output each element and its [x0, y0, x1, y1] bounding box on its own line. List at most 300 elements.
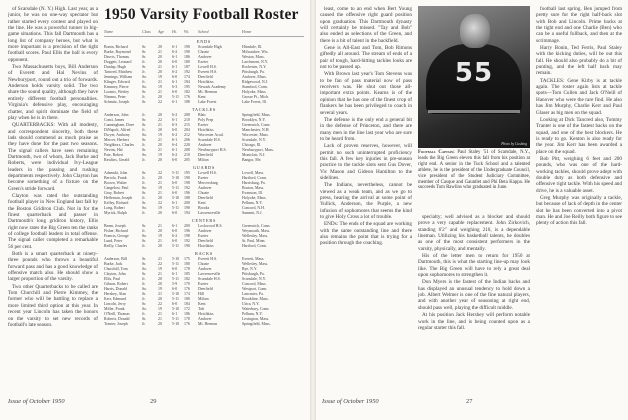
roster-cell: Hotchkiss: [198, 312, 214, 316]
captain-photo: [418, 6, 530, 148]
roster-cell: Sr.: [142, 138, 147, 142]
roster-cell: Sr.: [142, 239, 147, 243]
roster-cell: Hinsdale, Ill.: [242, 45, 263, 49]
jersey-number: 55: [454, 58, 494, 88]
roster-cell: Nevins, Hal: [104, 148, 123, 152]
roster-cell: 6-0: [172, 60, 178, 64]
roster-cell: 6-3: [172, 85, 178, 89]
roster-cell: 22: [158, 118, 162, 122]
roster-cell: Sr.: [142, 65, 147, 69]
roster-cell: 194: [184, 211, 190, 215]
roster-cell: So.: [142, 133, 148, 137]
roster-cell: Exeter: [198, 176, 209, 180]
roster-cell: 6-0: [172, 287, 178, 291]
roster-cell: Scarsdale High: [198, 45, 222, 49]
roster-cell: 5-11: [172, 186, 179, 190]
roster-cell: Jr.: [142, 60, 146, 64]
roster-cell: 21: [158, 257, 162, 261]
roster-cell: So.: [142, 287, 148, 291]
roster-cell: 5-11: [172, 206, 179, 210]
roster-cell: 208: [184, 113, 190, 117]
left-folio: 29: [150, 398, 157, 405]
roster-cell: 180: [184, 60, 190, 64]
roster-cell: Miller, Frank: [104, 307, 125, 311]
roster-cell: Jr.: [142, 158, 146, 162]
roster-cell: Rochester, N.Y.: [242, 65, 267, 69]
roster-cell: 6-2: [172, 113, 178, 117]
article-paragraph: At his position Jack Hershey will perform notable work in the line, and is being counted upon as a regular starter this fall.: [418, 312, 530, 331]
roster-cell: Sr.: [142, 55, 147, 59]
roster-cell: 188: [184, 100, 190, 104]
roster-cell: 5-10: [172, 176, 180, 180]
roster-cell: Wellesley, Mass.: [242, 262, 269, 266]
roster-cell: 6-1: [172, 118, 178, 122]
roster-cell: Dwyer, Anthony: [104, 133, 130, 137]
roster-cell: Reilly, Charles: [104, 244, 128, 248]
roster-cell: 20: [158, 60, 162, 64]
roster-cell: 176: [184, 95, 190, 99]
roster-cell: Mercer, Herbert: [104, 138, 129, 142]
roster-cell: 196: [184, 229, 190, 233]
roster-cell: Cunningham, Dave: [104, 123, 135, 127]
roster-cell: 5-11: [172, 262, 179, 266]
roster-cell: 20: [158, 211, 162, 215]
roster-cell: Jr.: [142, 113, 146, 117]
roster-cell: 20: [158, 128, 162, 132]
roster-cell: Sr.: [142, 100, 147, 104]
roster-cell: Ellis, Paul: [104, 277, 120, 281]
article-paragraph: Bob Pitt, weighing 6 feet and 200 pounds, who was one of the hard-working tackles, should prove adept with double duty as both defensive and offensive right tackle. With his speed and drive, he is a valuable asset.: [536, 155, 622, 194]
roster-cell: 190: [184, 176, 190, 180]
roster-cell: 6-0: [172, 90, 178, 94]
roster-cell: Harrisburg, Pa.: [242, 181, 266, 185]
roster-cell: 198: [184, 234, 190, 238]
roster-cell: 21: [158, 292, 162, 296]
roster-cell: 19: [158, 133, 162, 137]
roster-cell: 190: [184, 50, 190, 54]
roster-cell: Jr.: [142, 80, 146, 84]
roster-cell: Sr.: [142, 272, 147, 276]
roster-cell: 6-0: [172, 211, 178, 215]
roster-cell: Holyoke, Mass.: [242, 90, 267, 94]
roster-cell: Choate: [198, 262, 210, 266]
roster-cell: Manchester, N.H.: [242, 128, 270, 132]
roster-row: [104, 244, 304, 249]
roster-section-label: TACKLES: [191, 107, 217, 112]
roster-cell: Cangelosi, Paul: [104, 186, 129, 190]
roster-cell: Lowell, Mass.: [242, 171, 265, 175]
roster-column-header: School: [198, 30, 209, 34]
roster-cell: Deerfield: [198, 196, 213, 200]
article-paragraph: With Brown last year's Tom Stevens was to be fan of pass material now of pass receivers was. He shut out those all-important extra points. Kearns is of the opinion that he has one of the finest crop of flankers he has been privileged to coach in several years.: [320, 71, 412, 116]
roster-cell: 176: [184, 287, 190, 291]
roster-cell: 6-1: [172, 272, 178, 276]
roster-cell: Lincoln, Jerry: [104, 302, 126, 306]
roster-cell: Holyoke, Mass.: [242, 196, 267, 200]
roster-cell: Rawlins, Gerald: [104, 158, 130, 162]
roster-cell: Anderson, John: [104, 113, 129, 117]
roster-cell: 176: [184, 322, 190, 326]
roster-cell: 195: [184, 85, 190, 89]
roster-cell: Milton: [198, 158, 209, 162]
article-paragraph: TACKLES: Gene Kirby is at tackle again. The roster again lists at tackle spots—Tom Cullen and Jack O'Neill of Hanover who were the rare find. He also has Jim Murphy, Charlie Kerr and Paul Glaser as big men on the squad.: [536, 77, 622, 116]
roster-cell: 5-10: [172, 196, 180, 200]
roster-cell: Worcester, Mass.: [242, 133, 269, 137]
roster-section-label: BACKS: [195, 251, 213, 256]
roster-cell: Pelham, N.Y.: [242, 201, 263, 205]
roster-cell: Sr.: [142, 45, 147, 49]
roster-cell: 5-10: [172, 257, 180, 261]
roster-cell: 20: [158, 55, 162, 59]
roster-cell: Jr.: [142, 95, 146, 99]
roster-cell: 200: [184, 201, 190, 205]
roster-cell: Dunlap, Hugh: [104, 65, 127, 69]
player-head: [460, 14, 490, 48]
roster-cell: Lowell H.S.: [198, 171, 217, 175]
roster-cell: Kent: [198, 95, 206, 99]
roster-cell: 198: [184, 181, 190, 185]
roster-cell: Francis, George: [104, 234, 129, 238]
roster-header-row: [104, 30, 304, 37]
roster-cell: Taft: [198, 307, 205, 311]
roster-cell: Sr.: [142, 302, 147, 306]
roster-cell: Westport, Conn.: [242, 287, 268, 291]
roster-cell: 19: [158, 287, 162, 291]
roster-column-header: Wt.: [184, 30, 190, 34]
roster-cell: Bertolo, Frank: [104, 176, 127, 180]
roster-cell: Kimmey, Pierre: [104, 85, 129, 89]
article-paragraph: specialty; well advised as a blocker and should prove a very capable replacement. John Zirkovich, standing 6'2" and weighing 210, is a dependable lineman. Utilizing his basketball talents, he doubles as one of the most consistent performers in the varsity, physically, and mentally.: [418, 214, 530, 252]
roster-cell: 20: [158, 143, 162, 147]
roster-cell: Hershey, Alan: [104, 292, 127, 296]
roster-cell: 5-11: [172, 171, 179, 175]
roster-cell: Summit, N.J.: [242, 211, 263, 215]
roster-table: [104, 30, 304, 390]
article-paragraph: least, come to an end when Bert Young caused the offensive right guard position upon graduation. This Dartmouth dynasty will certainly be missed. "Tay and Bob" also ended as selections of the Green, and there is a bit of talent in the backfield.: [320, 6, 412, 44]
roster-cell: 192: [184, 239, 190, 243]
roster-cell: 174: [184, 75, 190, 79]
roster-cell: Chicago, Ill.: [242, 143, 262, 147]
roster-cell: Deerfield: [198, 239, 213, 243]
roster-cell: 21: [158, 312, 162, 316]
roster-cell: 21: [158, 138, 162, 142]
roster-cell: Ridgewood, N.J.: [242, 80, 269, 84]
roster-cell: Andover: [198, 317, 212, 321]
roster-cell: Jr.: [142, 322, 146, 326]
roster-cell: Kent: [198, 201, 206, 205]
roster-cell: Hartford, Conn.: [242, 176, 267, 180]
roster-cell: Lake Forest: [198, 100, 217, 104]
roster-cell: Sr.: [142, 171, 147, 175]
roster-cell: 19: [158, 75, 162, 79]
roster-cell: Everett, Mass.: [242, 257, 265, 261]
roster-cell: Fisher, Richard: [104, 229, 128, 233]
roster-cell: 178: [184, 317, 190, 321]
roster-cell: Choate: [198, 50, 210, 54]
roster-cell: 21: [158, 50, 162, 54]
roster-cell: Montclair, N.J.: [242, 153, 266, 157]
roster-cell: Scarsdale, N.Y.: [242, 138, 266, 142]
roster-cell: 20: [158, 45, 162, 49]
roster-cell: 19: [158, 234, 162, 238]
roster-cell: 6-2: [172, 70, 178, 74]
caption-heading: Football Captain:: [418, 150, 455, 155]
article-paragraph: Looking at Dick Tancred also, Tommy Tranter is one of the fastest backs on the squad, and one of the best blockers. He is ready to go. Kenton is also ready for the year. Jim Kerr has been awarded a place on the squad.: [536, 116, 622, 155]
roster-cell: Concord, N.H.: [242, 206, 265, 210]
roster-cell: Milton: [198, 297, 209, 301]
roster-cell: Burke, Jack: [104, 262, 123, 266]
roster-cell: 210: [184, 118, 190, 122]
roster-cell: 215: [184, 123, 190, 127]
roster-column-header: Age: [158, 30, 165, 34]
roster-row: [104, 158, 304, 163]
roster-cell: Lake Forest, Ill.: [242, 100, 267, 104]
roster-cell: 200: [184, 224, 190, 228]
roster-cell: Boston, Mass.: [242, 186, 265, 190]
roster-cell: Andover: [198, 186, 212, 190]
roster-cell: 190: [184, 45, 190, 49]
article-paragraph: Gene is All-East and Tom, Bob Rimons giftedly all around. The stream of ends of a pair of tough, hard-hitting tackles looks are not to be passed up.: [320, 45, 412, 71]
roster-cell: Mercersburg: [198, 181, 218, 185]
roster-section-label: ENDS: [196, 39, 212, 44]
roster-cell: Weston, Mass.: [242, 55, 265, 59]
roster-cell: 6-4: [172, 143, 178, 147]
left-footer: Issue of October 1950: [8, 398, 65, 405]
roster-cell: 5-11: [172, 277, 179, 281]
roster-cell: 21: [158, 80, 162, 84]
jersey-stripe: [428, 110, 520, 113]
roster-cell: So.: [142, 153, 148, 157]
roster-title: 1950 Varsity Football Roster: [104, 6, 299, 23]
article-paragraph: Lack of proven reserves, however, will permit no such uninterrupted proficiency this fall. A few key injuries in pre-season practice to the tackle slots sent Gus Dover, Vic Mason and Gideon Hamilton to the sidelines.: [320, 143, 412, 181]
roster-cell: So.: [142, 206, 148, 210]
roster-cell: 20: [158, 322, 162, 326]
roster-cell: Andover, Mass.: [242, 75, 267, 79]
roster-cell: Newburyport, Mass.: [242, 148, 274, 152]
roster-cell: Milwaukee, Wis.: [242, 50, 269, 54]
right-footer: Issue of October 1950: [322, 398, 379, 405]
roster-cell: 20: [158, 176, 162, 180]
roster-cell: Heffernan, Joseph: [104, 196, 133, 200]
roster-cell: 6-0: [172, 158, 178, 162]
roster-cell: 172: [184, 307, 190, 311]
roster-cell: Harris, Donald: [104, 287, 128, 291]
roster-cell: Jr.: [142, 70, 146, 74]
roster-cell: 6-0: [172, 229, 178, 233]
roster-cell: Tancred, Matthew: [104, 70, 133, 74]
roster-cell: Jr.: [142, 244, 146, 248]
roster-cell: 5-11: [172, 95, 179, 99]
roster-cell: 190: [184, 206, 190, 210]
roster-cell: Gray, Robert: [104, 191, 125, 195]
photo-caption: [418, 150, 530, 191]
roster-cell: Exeter: [198, 234, 209, 238]
roster-cell: 19: [158, 186, 162, 190]
roster-cell: 206: [184, 138, 190, 142]
roster-cell: Brooks: [198, 206, 210, 210]
roster-cell: Jr.: [142, 181, 146, 185]
roster-cell: DiNapoli, Alfred: [104, 128, 131, 132]
roster-cell: Pelham, N.Y.: [242, 312, 263, 316]
roster-cell: Kent: [198, 302, 206, 306]
roster-cell: 6-1: [172, 138, 178, 142]
roster-cell: 208: [184, 148, 190, 152]
roster-cell: Andover: [198, 229, 212, 233]
roster-cell: Andover: [198, 143, 212, 147]
roster-cell: 6-1: [172, 148, 178, 152]
roster-cell: 210: [184, 153, 190, 157]
roster-cell: 20: [158, 113, 162, 117]
roster-cell: Sr.: [142, 50, 147, 54]
roster-cell: 19: [158, 307, 162, 311]
roster-cell: Hotchkiss: [198, 128, 214, 132]
caption-text: Paul Staley '51 of Scarsdale, N.Y., leads the Big Green eleven this fall from his position at right end. A senior in the Tuck School and a talented athlete, he is the president of the Undergraduate Council, vice president of the Student Judiciary Committee, member of Casque and Gauntlet and Phi Beta Kappa. He succeeds Tom Rawlins who graduated in June.: [418, 150, 530, 191]
roster-cell: Schmitz, Joseph: [104, 100, 130, 104]
roster-cell: Sr.: [142, 292, 147, 296]
roster-section-label: CENTERS: [191, 218, 217, 223]
roster-cell: 22: [158, 100, 162, 104]
roster-cell: 21: [158, 90, 162, 94]
roster-cell: 20: [158, 95, 162, 99]
roster-cell: 6-1: [172, 224, 178, 228]
roster-cell: 178: [184, 267, 190, 271]
roster-cell: Sr.: [142, 118, 147, 122]
roster-cell: Sr.: [142, 191, 147, 195]
roster-cell: Everett H.S.: [198, 257, 218, 261]
article-paragraph: Harry Bonin, Ted Ferris, Paul Staley with the kicking duties, will be out this fall. He should also probably do a bit of punting, and the left half back may remain.: [536, 45, 622, 77]
roster-cell: 21: [158, 191, 162, 195]
roster-cell: 185: [184, 272, 190, 276]
roster-cell: Doggett, Leonard: [104, 60, 132, 64]
article-paragraph: His of the letter men to return for 1950 at Dartmouth, this is what the starting line-up may look like. The Big Green will have to rely a great deal upon sophomores to strengthen it.: [418, 253, 530, 279]
roster-cell: Worcester Acad.: [198, 133, 224, 137]
roster-cell: Scarsdale H.S.: [198, 277, 221, 281]
roster-cell: Lockwood H.S.: [198, 224, 223, 228]
roster-cell: Jr.: [142, 312, 146, 316]
roster-cell: 6-2: [172, 234, 178, 238]
article-paragraph: football last spring. Ben jumped from pretty sure for the right half-back slot with Bob and Lincoln. Prime backs at the tight end and one Charlie (Ben) who can be a useful fullback, and then at the scrimmage.: [536, 6, 622, 44]
roster-cell: Brown, Walter: [104, 181, 127, 185]
roster-cell: Nimmo, Peter: [104, 95, 126, 99]
roster-cell: 6-0: [172, 181, 178, 185]
roster-cell: St. Paul, Minn.: [242, 239, 266, 243]
roster-cell: 5-11: [172, 297, 179, 301]
roster-cell: Newburyport H.S.: [198, 148, 227, 152]
roster-cell: 180: [184, 297, 190, 301]
roster-cell: 6-0: [172, 239, 178, 243]
roster-cell: Clayton, John: [104, 272, 126, 276]
roster-cell: 6-1: [172, 80, 178, 84]
roster-cell: So.: [142, 85, 148, 89]
roster-cell: 5-9: [172, 282, 178, 286]
roster-cell: Exeter: [198, 60, 209, 64]
roster-cell: Sr.: [142, 224, 147, 228]
roster-cell: Brooklyn, N.Y.: [242, 118, 266, 122]
roster-cell: Sr.: [142, 317, 147, 321]
roster-cell: 220: [184, 143, 190, 147]
article-paragraph: Clayton was rated the outstanding football player in New England last fall by the Boston Gridiron Club. Not in for the finest quarterback and passer in Dartmouth's long gridiron history, Ellis right now rates the Big Green ten the ranks of college football leaders in total offense. The signal caller completed a remarkable 56 per cent.: [8, 192, 98, 250]
roster-cell: Roberts, Donald: [104, 317, 130, 321]
roster-row: [104, 211, 304, 216]
roster-cell: 5-10: [172, 322, 180, 326]
roster-cell: Newark Academy: [198, 85, 226, 89]
roster-cell: Lawrenceville: [198, 211, 221, 215]
roster-cell: Andover: [198, 267, 212, 271]
roster-cell: Springfield, Mass.: [242, 113, 271, 117]
roster-cell: 21: [158, 123, 162, 127]
roster-cell: 19: [158, 267, 162, 271]
roster-cell: 21: [158, 239, 162, 243]
roster-cell: 20: [158, 196, 162, 200]
roster-cell: Rye, N.Y.: [242, 267, 258, 271]
roster-cell: 21: [158, 181, 162, 185]
roster-cell: Hotchkiss: [198, 80, 214, 84]
roster-cell: 6-1: [172, 201, 178, 205]
roster-cell: Mt. Hermon: [198, 322, 218, 326]
roster-cell: Sr.: [142, 262, 147, 266]
roster-cell: Poly Prep: [198, 118, 214, 122]
roster-cell: Sr.: [142, 90, 147, 94]
roster-cell: 184: [184, 80, 190, 84]
roster-cell: 19: [158, 85, 162, 89]
roster-cell: 20: [158, 158, 162, 162]
right-page: [316, 0, 628, 420]
roster-cell: Myrick, Ralph: [104, 211, 127, 215]
roster-cell: 6-0: [172, 75, 178, 79]
roster-cell: 6-0: [172, 302, 178, 306]
photo-credit: Photo by Cushing: [501, 142, 527, 146]
right-article-column-1: [320, 6, 412, 394]
roster-cell: Blair: [198, 113, 206, 117]
roster-cell: 5-10: [172, 292, 180, 296]
roster-cell: 22: [158, 302, 162, 306]
article-paragraph: Greg Murphy was originally a tackle, but because of lack of depth in the center slot he has been converted into a pivot man. He and Joe Reilly both figure to see plenty of action this fall.: [536, 194, 622, 227]
roster-cell: Sr.: [142, 201, 147, 205]
left-article-column: [8, 6, 98, 394]
roster-cell: Dasvis, Thomas: [104, 55, 130, 59]
roster-cell: Deerfield: [198, 287, 213, 291]
roster-cell: 175: [184, 257, 190, 261]
article-paragraph: Two other Quarterbacks to be called are Tom Churchill and Pierre Kimmey, the former who will be battling to replace a more limited third option at this year. In recent year Lincoln has taken the honors on the varsity to set new records of football's late season.: [8, 283, 98, 328]
roster-cell: 180: [184, 262, 190, 266]
roster-cell: Pate, Robert: [104, 153, 124, 157]
roster-cell: 22: [158, 262, 162, 266]
roster-cell: 22: [158, 201, 162, 205]
roster-cell: Anderson, Bill: [104, 257, 127, 261]
roster-cell: 21: [158, 317, 162, 321]
roster-column-header: Home: [242, 30, 252, 34]
roster-cell: Burke, Raymond: [104, 50, 131, 54]
roster-cell: Sr.: [142, 148, 147, 152]
roster-cell: 6-1: [172, 45, 178, 49]
roster-cell: 21: [158, 65, 162, 69]
roster-cell: Jr.: [142, 282, 146, 286]
roster-cell: So.: [142, 267, 148, 271]
roster-cell: O'Neill, Thomas: [104, 312, 130, 316]
roster-cell: 22: [158, 171, 162, 175]
roster-cell: 19: [158, 153, 162, 157]
roster-cell: 186: [184, 55, 190, 59]
roster-cell: Stamford, Conn.: [242, 85, 268, 89]
roster-cell: 5-10: [172, 307, 180, 311]
roster-cell: Jr.: [142, 211, 146, 215]
right-article-column-3: [536, 6, 622, 394]
roster-cell: Jr.: [142, 277, 146, 281]
roster-column-header: Name: [104, 30, 114, 34]
roster-cell: Lowell H.S.: [198, 65, 217, 69]
roster-cell: Mt. Hermon: [198, 90, 218, 94]
roster-cell: Lancaster, Pa.: [242, 292, 264, 296]
